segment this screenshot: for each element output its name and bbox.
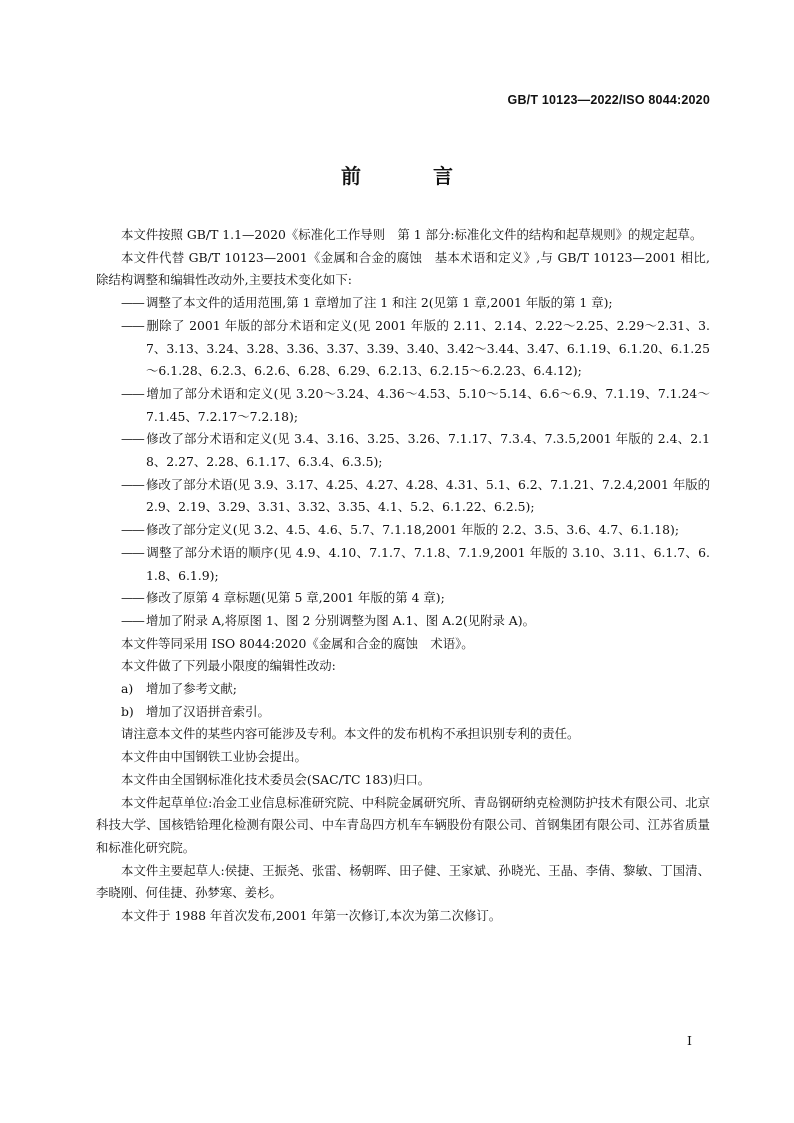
editorial-list-item [96,701,710,724]
history-paragraph: 本文件于 1988 年首次发布,2001 年第一次修订,本次为第二次修订。 [121,908,502,924]
proposed-by-paragraph: 本文件由中国钢铁工业协会提出。 [121,749,307,765]
list-marker: a) [121,681,134,697]
page-title: 前 言 [341,164,479,188]
dash-marker: —— [121,522,144,538]
dash-marker: —— [121,612,144,628]
change-item [96,587,710,610]
change-item-text: 修改了部分定义(见 3.2、4.5、4.6、5.7、7.1.18,2001 年版的 2.2、3.5、3.6、4.7、6.1.18); [146,522,680,538]
dash-marker: —— [121,295,144,311]
drafting-units-paragraph: 本文件起草单位:冶金工业信息标准研究院、中科院金属研究所、青岛钢研纳克检测防护技术有限公司、北京科技大学、国核锆铪理化检测有限公司、中车青岛四方机车车辆股份有限公司、首钢集团有限公司、江苏省质量和标准化研究院。 [96,794,710,855]
change-item [96,428,710,473]
centralized-by-paragraph: 本文件由全国钢标准化技术委员会(SAC/TC 183)归口。 [121,771,431,787]
change-item [96,542,710,587]
dash-marker: —— [121,544,144,560]
change-item-text: 调整了部分术语的顺序(见 4.9、4.10、7.1.7、7.1.8、7.1.9,2001 年版的 3.10、3.11、6.1.7、6.1.8、6.1.9); [146,544,710,583]
page-number: I [687,1033,692,1048]
change-item-text: 增加了部分术语和定义(见 3.20～3.24、4.36～4.53、5.10～5.14、6.6～6.9、7.1.19、7.1.24～7.1.45、7.2.17～7.2.18); [146,385,710,424]
dash-marker: —— [121,317,144,333]
patent-notice-paragraph: 请注意本文件的某些内容可能涉及专利。本文件的发布机构不承担识别专利的责任。 [121,726,580,742]
change-item [96,519,710,542]
change-item [96,383,710,428]
change-item-text: 修改了原第 4 章标题(见第 5 章,2001 年版的第 4 章); [146,590,445,606]
change-item-text: 删除了 2001 年版的部分术语和定义(见 2001 年版的 2.11、2.14、2.22～2.25、2.29～2.31、3.7、3.13、3.24、3.28、3.36、3.37、3.39、3.40、3.42～3.44、3.47、6.1.19、6.1.20、6.1.25～6.1.28、6.2.3、6.2.6、6.28、6.29、6.2.13、6.2.15～6.2.23、6.4.12); [146,317,710,379]
dash-marker: —— [121,590,144,606]
change-item [96,292,710,315]
list-item-text: 增加了参考文献; [146,681,237,697]
change-item [96,315,710,383]
editorial-list-item [96,678,710,701]
editorial-intro-paragraph: 本文件做了下列最小限度的编辑性改动: [121,658,336,674]
change-item [96,474,710,519]
change-item-text: 修改了部分术语和定义(见 3.4、3.16、3.25、3.26、7.1.17、7.3.4、7.3.5,2001 年版的 2.4、2.18、2.27、2.28、6.1.17、6.3.4、6.3.5); [146,431,710,470]
change-item-text: 增加了附录 A,将原图 1、图 2 分别调整为图 A.1、图 A.2(见附录 A)。 [146,612,535,628]
dash-marker: —— [121,476,144,492]
equivalence-paragraph: 本文件等同采用 ISO 8044:2020《金属和合金的腐蚀 术语》。 [121,635,474,651]
drafters-paragraph: 本文件主要起草人:侯捷、王振尧、张雷、杨朝晖、田子健、王家斌、孙晓光、王晶、李倩、黎敏、丁国清、李晓刚、何佳捷、孙梦寒、姜杉。 [96,862,710,901]
change-item-text: 调整了本文件的适用范围,第 1 章增加了注 1 和注 2(见第 1 章,2001 年版的第 1 章); [146,295,613,311]
list-item-text: 增加了汉语拼音索引。 [146,703,270,719]
standard-code-header: GB/T 10123—2022/ISO 8044:2020 [507,93,710,107]
change-item [96,610,710,633]
dash-marker: —— [121,385,144,401]
dash-marker: —— [121,431,144,447]
replacement-paragraph: 本文件代替 GB/T 10123—2001《金属和合金的腐蚀 基本术语和定义》,与 GB/T 10123—2001 相比,除结构调整和编辑性改动外,主要技术变化如下: [96,249,710,288]
change-item-text: 修改了部分术语(见 3.9、3.17、4.25、4.27、4.28、4.31、5.1、6.2、7.1.21、7.2.4,2001 年版的 2.9、2.19、3.29、3.31、3.32、3.35、4.1、5.2、6.1.22、6.2.5); [146,476,710,515]
foreword-body [96,224,710,928]
list-marker: b) [121,703,134,719]
drafting-rule-paragraph: 本文件按照 GB/T 1.1—2020《标准化工作导则 第 1 部分:标准化文件的结构和起草规则》的规定起草。 [121,227,703,242]
